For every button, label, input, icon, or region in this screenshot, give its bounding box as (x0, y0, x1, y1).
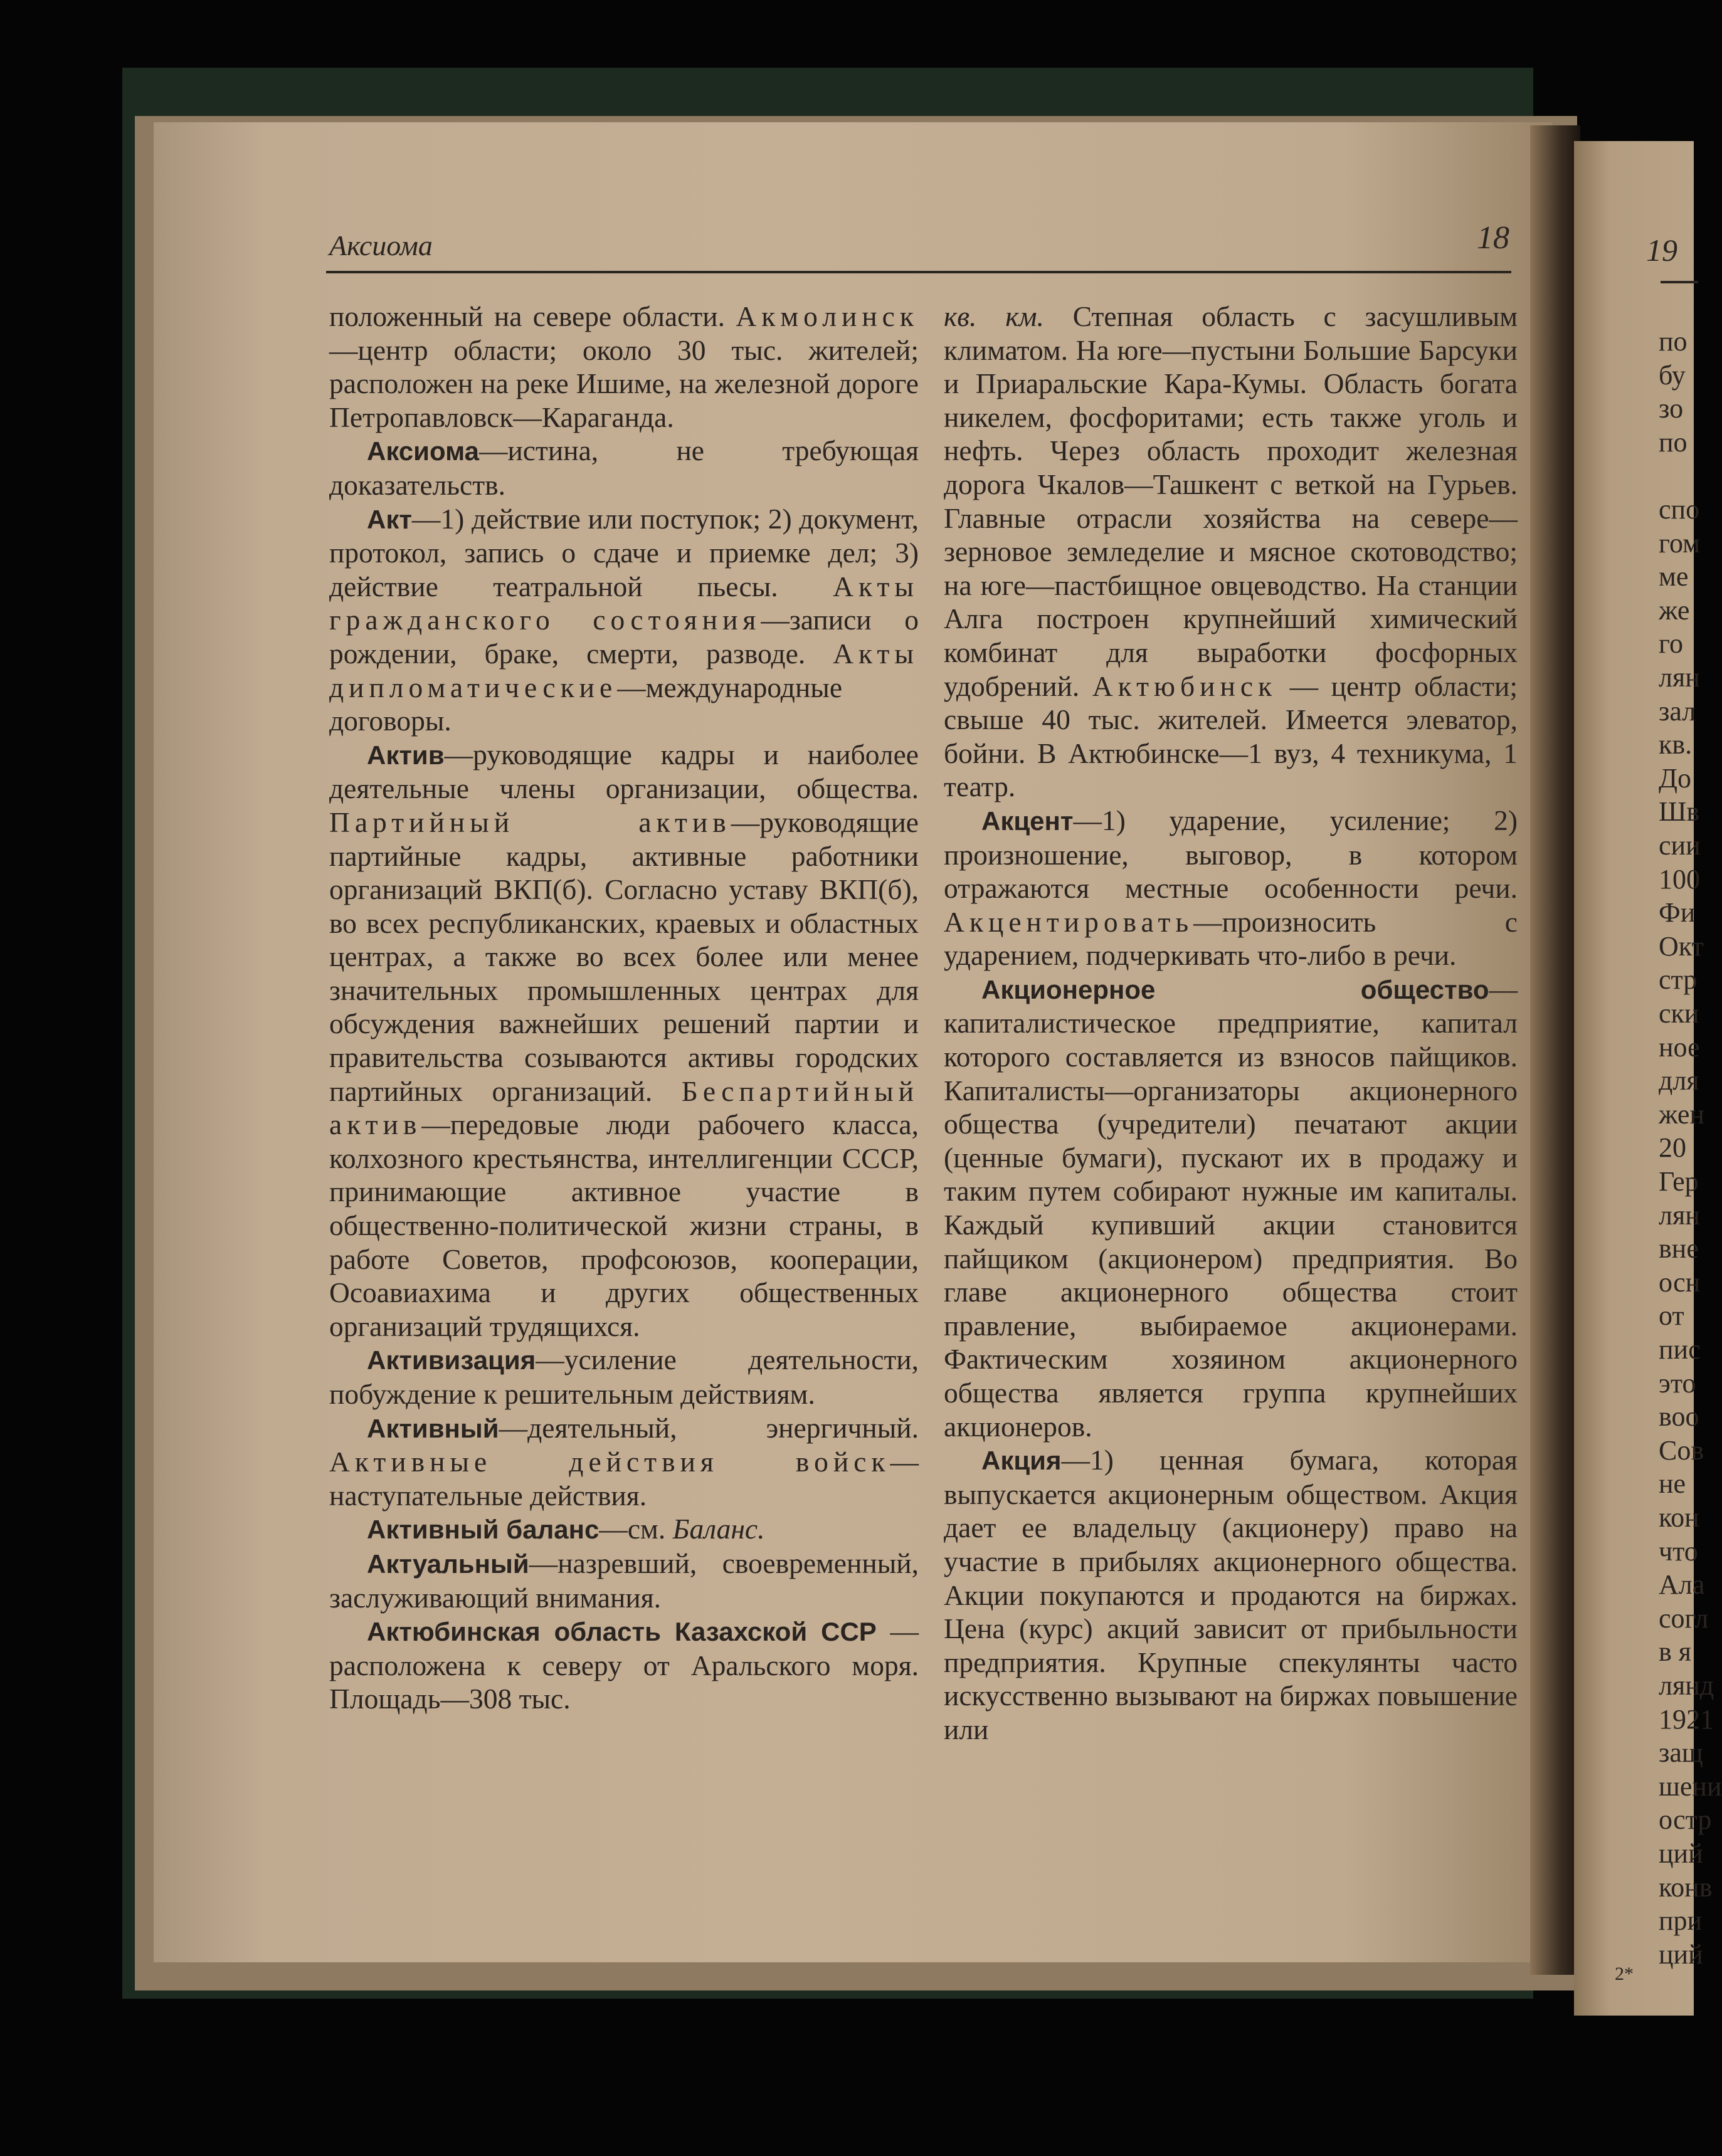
dictionary-entry (329, 1343, 919, 1411)
signature-mark: 2* (1615, 1964, 1634, 1984)
right-page-line-fragment: защ (1659, 1737, 1703, 1769)
right-page-line-fragment: Шв (1659, 796, 1700, 828)
right-page-line-fragment: лян (1659, 1199, 1700, 1231)
entry-text: —наступательные действия. (329, 1446, 919, 1512)
dictionary-entry (329, 434, 919, 502)
entry-headword: Актюбинская область Казахской ССР (367, 1617, 877, 1647)
right-page-line-fragment: бу (1659, 359, 1686, 391)
entry-text: —руководящие кадры и наиболее деятельные члены организации, общества. (329, 738, 919, 805)
entry-text: кв. км. (944, 300, 1044, 332)
right-page-line-fragment: по (1659, 326, 1688, 357)
entry-headword: Аксиома (367, 436, 479, 466)
spaced-term: Акты дипломатические (329, 637, 919, 703)
entry-text: —1) действие или поступок; 2) документ, протокол, запись о сдаче и приемке дел; 3) действие театральной пьесы. (329, 502, 919, 602)
header-rule (326, 271, 1511, 273)
entry-headword: Активный баланс (367, 1515, 600, 1545)
right-page-line-fragment: конв (1659, 1871, 1713, 1903)
right-page-line-fragment: Окт (1659, 930, 1704, 962)
right-page-line-fragment: лян (1659, 662, 1700, 693)
entry-text: — центр области; свыше 40 тыс. жителей. Имеется элеватор, бойни. В Актюбинске—1 вуз, 4 техникума, 1 театр. (944, 670, 1518, 803)
entry-text: —центр области; около 30 тыс. жителей; расположен на реке Ишиме, на железной дороге Петропавловск—Караганда. (329, 334, 919, 433)
right-page-line-fragment: Фи (1659, 897, 1696, 928)
right-page-line-fragment: зал (1659, 695, 1696, 727)
spaced-term: Активные действия войск (329, 1446, 890, 1478)
dictionary-entry (329, 300, 919, 434)
right-page-line-fragment: Сов (1659, 1434, 1704, 1466)
entry-text: положенный на севере области. (329, 300, 736, 332)
right-page-line-fragment: кв. (1659, 729, 1693, 760)
entry-headword: Актуальный (367, 1549, 529, 1579)
dictionary-entry (944, 1443, 1518, 1746)
right-page-line-fragment: пис (1659, 1334, 1701, 1365)
right-page-line-fragment: стр (1659, 964, 1698, 996)
spaced-term: Актюбинск (1092, 670, 1277, 702)
entry-text: Степная область с засушливым климатом. На юге—пустыни Большие Барсуки и Приаральские Кара-Кумы. Область богата никелем, фосфоритами; есть также уголь и нефть. Через область проходит железная дорога Чкалов—Ташкент с веткой на Гурьев. Главные отрасли хозяйства на севере—зерновое земледелие и мясное скотоводство; на юге—пастбищное овцеводство. На станции Алга построен крупнейший химический комбинат для выработки фосфорных удобрений. (944, 300, 1518, 702)
right-page-line-fragment: спо (1659, 494, 1700, 525)
right-page-line-fragment: ций (1659, 1938, 1703, 1970)
entry-headword: Активный (367, 1413, 499, 1443)
spaced-term: Акты гражданского состояния (329, 570, 919, 636)
right-page-line-fragment: ме (1659, 561, 1689, 592)
right-page-line-fragment: для (1659, 1065, 1699, 1096)
dictionary-entry (944, 972, 1518, 1443)
right-page-line-fragment: жен (1659, 1098, 1704, 1130)
dictionary-entry (329, 502, 919, 738)
right-page-line-fragment: 1921 (1659, 1703, 1714, 1735)
right-page-line-fragment: не (1659, 1468, 1686, 1500)
running-head: Аксиома (329, 229, 433, 261)
spaced-term: Беспартийный актив (329, 1075, 919, 1141)
dictionary-entry (329, 738, 919, 1344)
right-page-line-fragment: 20 (1659, 1132, 1686, 1164)
right-page-line-fragment: зо (1659, 393, 1684, 424)
entry-text: —усиление деятельности, побуждение к решительным действиям. (329, 1344, 919, 1410)
entry-text: —передовые люди рабочего класса, колхозного крестьянства, интеллигенции СССР, принимающие активное участие в общественно-политической жизни страны, в работе Советов, профсоюзов, кооперации, Осоавиахима и других общественных организаций трудящихся. (329, 1108, 919, 1342)
right-page-line-fragment: остр (1659, 1804, 1712, 1836)
right-page-line-fragment: что (1659, 1535, 1698, 1567)
right-page-line-fragment: Гер (1659, 1166, 1699, 1197)
right-page-line-fragment: сии (1659, 830, 1701, 861)
right-page-line-fragment: это (1659, 1367, 1696, 1399)
page-number: 18 (1477, 220, 1509, 256)
entry-text: —деятельный, энергичный. (499, 1411, 919, 1444)
right-page-line-fragment: го (1659, 628, 1683, 660)
entry-text: —1) ударение, усиление; 2) произношение, выговор, в котором отражаются местные особенности речи. (944, 804, 1518, 905)
entry-text: —назревший, своевременный, заслуживающий внимания. (329, 1547, 919, 1614)
right-page-line-fragment: вне (1659, 1233, 1699, 1265)
right-page-line-fragment: гом (1659, 527, 1700, 559)
right-page-line-fragment: ное (1659, 1031, 1700, 1063)
right-page-line-fragment: ций (1659, 1838, 1703, 1869)
spaced-term: Акцентировать (944, 905, 1194, 938)
right-page-line-fragment: от (1659, 1300, 1684, 1332)
entry-headword: Активизация (367, 1345, 536, 1375)
right-page-line-fragment: Ала (1659, 1569, 1705, 1601)
right-page-line-fragment: 100 (1659, 863, 1700, 895)
dictionary-entry (329, 1614, 919, 1716)
right-page-rule (1661, 281, 1698, 283)
entry-text: —1) ценная бумага, которая выпускается акционерным обществом. Акция дает ее владельцу (акционеру) право на участие в прибылях акционерного общества. Акции покупаются и продаются на биржах. Цена (курс) акций зависит от прибыльности предприятия. Крупные спекулянты часто искусственно вызывают на биржах повышение или (944, 1444, 1518, 1745)
entry-text: — расположена к северу от Аральского моря. Площадь—308 тыс. (329, 1615, 919, 1715)
right-page-line-fragment: же (1659, 594, 1690, 626)
spaced-term: Партийный актив (329, 806, 731, 838)
text-column-left (329, 300, 919, 1716)
text-column-right (944, 300, 1518, 1747)
entry-headword: Акт (367, 504, 412, 534)
right-page-number: 19 (1646, 233, 1677, 268)
entry-text: —записи о рождении, браке, смерти, разводе. (329, 604, 919, 670)
entry-text: —капиталистическое предприятие, капитал которого составляется из взносов пайщиков. Капиталисты—организаторы акционерного общества (учредители) печатают акции (ценные бумаги), пускают их в продажу и таким путем собирают нужные им капиталы. Каждый купивший акции становится пайщиком (акционером) предприятия. Во главе акционерного общества стоит правление, выбираемое акционерами. Фактическим хозяином акционерного общества является группа крупнейших акционеров. (944, 972, 1518, 1443)
entry-headword: Акционерное общество (981, 974, 1489, 1004)
right-page-line-fragment: лянд (1659, 1670, 1714, 1701)
right-page-line-fragment: воо (1659, 1401, 1699, 1433)
entry-text: —см. (599, 1513, 673, 1545)
right-page-line-fragment: кон (1659, 1502, 1699, 1533)
entry-text: —международные договоры. (329, 671, 843, 737)
entry-headword: Актив (367, 740, 445, 770)
entry-text: —истина, не требующая доказательств. (329, 434, 919, 501)
right-page-line-fragment: ски (1659, 998, 1699, 1029)
entry-text: —руководящие партийные кадры, активные работники организаций ВКП(б). Согласно уставу ВКП(б), во всех республиканских, краевых и областных центрах, а также во всех более или менее значительных промышленных центрах для обсуждения важнейших решений партии и правительства созываются активы городских партийных организаций. (329, 806, 919, 1107)
right-page-line-fragment: До (1659, 762, 1692, 794)
right-page-line-fragment: согл (1659, 1602, 1709, 1634)
dictionary-entry (329, 1547, 919, 1614)
right-page-line-fragment: при (1659, 1905, 1703, 1937)
dictionary-entry (329, 1411, 919, 1513)
spaced-term: Акмолинск (736, 300, 919, 332)
right-page-line-fragment: осн (1659, 1266, 1701, 1298)
right-page-line-fragment: в я (1659, 1636, 1692, 1668)
right-page-line-fragment: шени (1659, 1770, 1722, 1802)
entry-headword: Акцент (981, 806, 1074, 836)
book-gutter (1530, 125, 1580, 1975)
dictionary-entry (944, 804, 1518, 972)
entry-headword: Акция (981, 1446, 1062, 1476)
entry-text: —произносить с ударением, подчеркивать что-либо в речи. (944, 905, 1518, 972)
right-page-line-fragment: по (1659, 426, 1688, 458)
dictionary-entry (329, 1512, 919, 1547)
entry-text: Баланс. (672, 1513, 765, 1545)
dictionary-entry (944, 300, 1518, 804)
